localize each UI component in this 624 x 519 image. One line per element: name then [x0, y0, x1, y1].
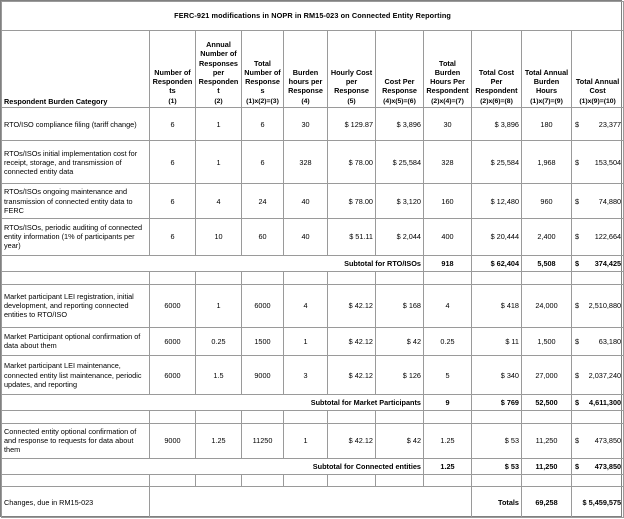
cell-total-annual-hours: 24,000 [522, 284, 572, 327]
column-header-total-responses [242, 30, 284, 108]
cell-total-cost-resp: $ 62,404 [472, 255, 522, 271]
spacer-cell [522, 411, 572, 423]
cell-total-burden-hours-resp: 328 [424, 141, 472, 184]
currency-symbol: $ [575, 370, 580, 380]
spacer-cell [242, 411, 284, 423]
row-category: Connected entity optional confirmation of and response to requests for data about them [2, 423, 150, 458]
cell-cost-per-response: $ 168 [376, 284, 424, 327]
cell-total-burden-hours-resp: 918 [424, 255, 472, 271]
spacer-cell [242, 474, 284, 486]
cell-total-responses: 60 [242, 219, 284, 256]
cell-total-cost-resp: $ 3,896 [472, 108, 522, 141]
cell-respondents: 6 [150, 184, 196, 219]
col-formula: (2)x(6)=(8) [480, 97, 513, 105]
cell-total-burden-hours-resp: 0.25 [424, 327, 472, 356]
cell-burden-hours: 40 [284, 219, 328, 256]
cell-respondents: 6 [150, 141, 196, 184]
cell-value: 2,510,880 [588, 300, 622, 310]
currency-symbol: $ [575, 196, 580, 206]
row-category: Market participant LEI maintenance, connected entity list maintenance, periodic updates, and reporting [2, 356, 150, 395]
totals-spacer [150, 487, 472, 518]
column-header-total-annual-cost [572, 30, 624, 108]
cell-total-annual-hours: 960 [522, 184, 572, 219]
cell-hourly-cost: $ 42.12 [328, 423, 376, 458]
column-header-category-label: Respondent Burden Category [4, 97, 108, 107]
cell-value: 473,850 [594, 461, 622, 471]
cell-responses-per: 4 [196, 184, 242, 219]
spacer-cell [196, 272, 242, 284]
column-header-total-annual-burden-hours [522, 30, 572, 108]
spacer-cell [2, 411, 150, 423]
currency-symbol: $ [575, 232, 580, 242]
spacer-row [2, 272, 624, 284]
currency-symbol: $ [575, 157, 580, 167]
cell-total-burden-hours-resp: 400 [424, 219, 472, 256]
table-row [2, 141, 624, 184]
cell-hourly-cost: $ 51.11 [328, 219, 376, 256]
table-row [2, 327, 624, 356]
cell-total-annual-cost [572, 356, 624, 395]
col-label: Total Number of Responses [244, 58, 281, 95]
cell-total-responses: 24 [242, 184, 284, 219]
cell-responses-per: 1.25 [196, 423, 242, 458]
column-header-total-burden-hours-per-respondent [424, 30, 472, 108]
cell-total-burden-hours-resp: 160 [424, 184, 472, 219]
cell-responses-per: 1.5 [196, 356, 242, 395]
cell-cost-per-response: $ 3,896 [376, 108, 424, 141]
col-formula: (1)x(7)=(9) [530, 97, 563, 105]
cell-total-burden-hours-resp: 5 [424, 356, 472, 395]
col-label: Hourly Cost per Response [330, 67, 373, 95]
col-label: Burden hours per Response [288, 67, 323, 95]
currency-symbol: $ [575, 436, 580, 446]
cell-value: 23,377 [598, 119, 622, 129]
cell-burden-hours: 4 [284, 284, 328, 327]
cell-responses-per: 1 [196, 284, 242, 327]
spacer-cell [424, 272, 472, 284]
spacer-cell [376, 272, 424, 284]
cell-total-annual-hours: 2,400 [522, 219, 572, 256]
cell-value: 74,880 [598, 196, 622, 206]
cell-cost-per-response: $ 25,584 [376, 141, 424, 184]
cell-value: 2,037,240 [588, 370, 622, 380]
cell-total-cost-resp: $ 53 [472, 458, 522, 474]
cell-cost-per-response: $ 42 [376, 327, 424, 356]
currency-symbol: $ [575, 336, 580, 346]
cell-burden-hours: 1 [284, 327, 328, 356]
spacer-cell [424, 474, 472, 486]
spacer-cell [472, 474, 522, 486]
table-row [2, 284, 624, 327]
cell-total-annual-cost [572, 458, 624, 474]
col-formula: (2) [214, 97, 223, 105]
cell-cost-per-response: $ 3,120 [376, 184, 424, 219]
cell-total-cost-resp: $ 769 [472, 395, 522, 411]
cell-total-burden-hours-resp: 4 [424, 284, 472, 327]
spacer-row [2, 474, 624, 486]
cell-total-burden-hours-resp: 1.25 [424, 458, 472, 474]
cell-total-responses: 6000 [242, 284, 284, 327]
cell-total-annual-cost [572, 395, 624, 411]
cell-value: 63,180 [598, 336, 622, 346]
row-category: RTOs/ISOs ongoing maintenance and transmission of connected entity data to FERC [2, 184, 150, 219]
cell-value: 4,611,300 [589, 398, 622, 408]
cell-total-cost-resp: $ 20,444 [472, 219, 522, 256]
cell-cost-per-response: $ 42 [376, 423, 424, 458]
cell-total-annual-hours: 11,250 [522, 423, 572, 458]
spacer-cell [572, 474, 624, 486]
col-label: Total Cost Per Respondent [475, 67, 518, 95]
spacer-cell [522, 272, 572, 284]
row-category: Market participant LEI registration, initial development, and reporting connected entities to RTO/ISO [2, 284, 150, 327]
spacer-cell [196, 411, 242, 423]
row-category: RTOs/ISOs, periodic auditing of connected entity information (1% of participants per year) [2, 219, 150, 256]
column-header-cost-per-response [376, 30, 424, 108]
cell-respondents: 6000 [150, 327, 196, 356]
cell-total-responses: 6 [242, 108, 284, 141]
cell-respondents: 9000 [150, 423, 196, 458]
col-label: Total Burden Hours Per Respondent [426, 58, 469, 95]
spacer-cell [376, 411, 424, 423]
col-label: Cost Per Response [382, 76, 417, 95]
cell-respondents: 6000 [150, 356, 196, 395]
cell-total-annual-cost [572, 284, 624, 327]
spacer-cell [284, 474, 328, 486]
table-row [2, 219, 624, 256]
row-category: RTO/ISO compliance filing (tariff change) [2, 108, 150, 141]
spacer-cell [472, 272, 522, 284]
cell-total-annual-cost [572, 141, 624, 184]
col-formula: (1) [168, 97, 177, 105]
cell-responses-per: 1 [196, 108, 242, 141]
col-label: Total Annual Burden Hours [524, 67, 569, 95]
cell-total-annual-cost [572, 423, 624, 458]
spacer-cell [196, 474, 242, 486]
cell-burden-hours: 30 [284, 108, 328, 141]
table-row [2, 108, 624, 141]
cell-burden-hours: 3 [284, 356, 328, 395]
cell-respondents: 6000 [150, 284, 196, 327]
spacer-cell [328, 474, 376, 486]
currency-symbol: $ [575, 258, 580, 268]
subtotal-row-rto-iso [2, 255, 624, 271]
cell-value: 122,664 [594, 232, 622, 242]
cell-respondents: 6 [150, 219, 196, 256]
cell-total-annual-cost [572, 255, 624, 271]
cell-total-annual-hours: 180 [522, 108, 572, 141]
cell-total-annual-hours: 5,508 [522, 255, 572, 271]
cell-total-responses: 9000 [242, 356, 284, 395]
cell-total-cost-resp: $ 25,584 [472, 141, 522, 184]
cell-burden-hours: 40 [284, 184, 328, 219]
col-formula: (1)x(9)=(10) [579, 97, 616, 105]
cell-total-cost-resp: $ 340 [472, 356, 522, 395]
spacer-cell [150, 474, 196, 486]
spacer-cell [284, 272, 328, 284]
cell-cost-per-response: $ 2,044 [376, 219, 424, 256]
cell-total-annual-hours: 52,500 [522, 395, 572, 411]
cell-total-annual-hours: 1,968 [522, 141, 572, 184]
spacer-cell [522, 474, 572, 486]
spacer-cell [150, 272, 196, 284]
spacer-cell [424, 411, 472, 423]
cell-hourly-cost: $ 78.00 [328, 184, 376, 219]
currency-symbol: $ [575, 461, 580, 471]
subtotal-row-connected-entities [2, 458, 624, 474]
totals-label: Totals [472, 487, 522, 518]
cell-total-annual-hours: 1,500 [522, 327, 572, 356]
subtotal-label: Subtotal for RTO/ISOs [2, 255, 424, 271]
cell-hourly-cost: $ 42.12 [328, 284, 376, 327]
burden-table [1, 1, 624, 518]
spacer-cell [472, 411, 522, 423]
currency-symbol: $ [575, 119, 580, 129]
col-label: Number of Respondents [152, 67, 193, 95]
cell-grand-total-cost: $ 5,459,575 [572, 487, 624, 518]
cell-total-annual-cost [572, 108, 624, 141]
table-row [2, 423, 624, 458]
spacer-cell [2, 272, 150, 284]
cell-total-burden-hours-resp: 30 [424, 108, 472, 141]
cell-total-annual-hours: 11,250 [522, 458, 572, 474]
currency-symbol: $ [575, 300, 580, 310]
spacer-cell [328, 272, 376, 284]
column-header-hourly-cost [328, 30, 376, 108]
table-row [2, 184, 624, 219]
col-formula: (4) [301, 97, 310, 105]
cell-burden-hours: 328 [284, 141, 328, 184]
cell-total-annual-cost [572, 184, 624, 219]
row-category: Market Participant optional confirmation of data about them [2, 327, 150, 356]
column-header-total-cost-per-respondent [472, 30, 522, 108]
subtotal-label: Subtotal for Market Participants [2, 395, 424, 411]
spacer-cell [376, 474, 424, 486]
cell-total-cost-resp: $ 418 [472, 284, 522, 327]
row-category: RTOs/ISOs initial implementation cost for receipt, storage, and transmission of connected entity data [2, 141, 150, 184]
cell-responses-per: 10 [196, 219, 242, 256]
cell-value: 153,504 [594, 157, 622, 167]
cell-responses-per: 1 [196, 141, 242, 184]
column-header-category [2, 30, 150, 108]
cell-value: 473,850 [594, 436, 622, 446]
col-formula: (2)x(4)=(7) [431, 97, 464, 105]
subtotal-row-market-participants [2, 395, 624, 411]
cell-total-annual-cost [572, 327, 624, 356]
spacer-cell [572, 411, 624, 423]
cell-hourly-cost: $ 129.87 [328, 108, 376, 141]
column-header-respondents [150, 30, 196, 108]
table-row [2, 356, 624, 395]
cell-total-annual-cost [572, 219, 624, 256]
changes-label: Changes, due in RM15-023 [2, 487, 150, 518]
spacer-cell [284, 411, 328, 423]
cell-responses-per: 0.25 [196, 327, 242, 356]
col-formula: (1)x(2)=(3) [246, 97, 279, 105]
cell-total-burden-hours-resp: 1.25 [424, 423, 472, 458]
cell-total-responses: 1500 [242, 327, 284, 356]
cell-burden-hours: 1 [284, 423, 328, 458]
cell-grand-total-hours: 69,258 [522, 487, 572, 518]
cell-total-cost-resp: $ 12,480 [472, 184, 522, 219]
cell-value: 374,425 [594, 258, 622, 268]
cell-total-responses: 11250 [242, 423, 284, 458]
cell-hourly-cost: $ 78.00 [328, 141, 376, 184]
cell-total-cost-resp: $ 53 [472, 423, 522, 458]
cell-cost-per-response: $ 126 [376, 356, 424, 395]
cell-total-burden-hours-resp: 9 [424, 395, 472, 411]
page-title: FERC-921 modifications in NOPR in RM15-023 on Connected Entity Reporting [2, 2, 624, 31]
col-formula: (5) [347, 97, 356, 105]
totals-row [2, 487, 624, 518]
cell-hourly-cost: $ 42.12 [328, 327, 376, 356]
spacer-cell [150, 411, 196, 423]
cell-total-cost-resp: $ 11 [472, 327, 522, 356]
cell-total-responses: 6 [242, 141, 284, 184]
col-label: Total Annual Cost [575, 76, 620, 95]
col-label: Annual Number of Responses per Respondent [198, 40, 239, 95]
column-header-burden-hours-per-response [284, 30, 328, 108]
col-formula: (4)x(5)=(6) [383, 97, 416, 105]
spacer-row [2, 411, 624, 423]
currency-symbol: $ [575, 398, 580, 408]
column-header-responses-per-respondent [196, 30, 242, 108]
cell-total-annual-hours: 27,000 [522, 356, 572, 395]
spacer-cell [2, 474, 150, 486]
spacer-cell [572, 272, 624, 284]
spacer-cell [242, 272, 284, 284]
cell-hourly-cost: $ 42.12 [328, 356, 376, 395]
subtotal-label: Subtotal for Connected entities [2, 458, 424, 474]
spacer-cell [328, 411, 376, 423]
cell-respondents: 6 [150, 108, 196, 141]
